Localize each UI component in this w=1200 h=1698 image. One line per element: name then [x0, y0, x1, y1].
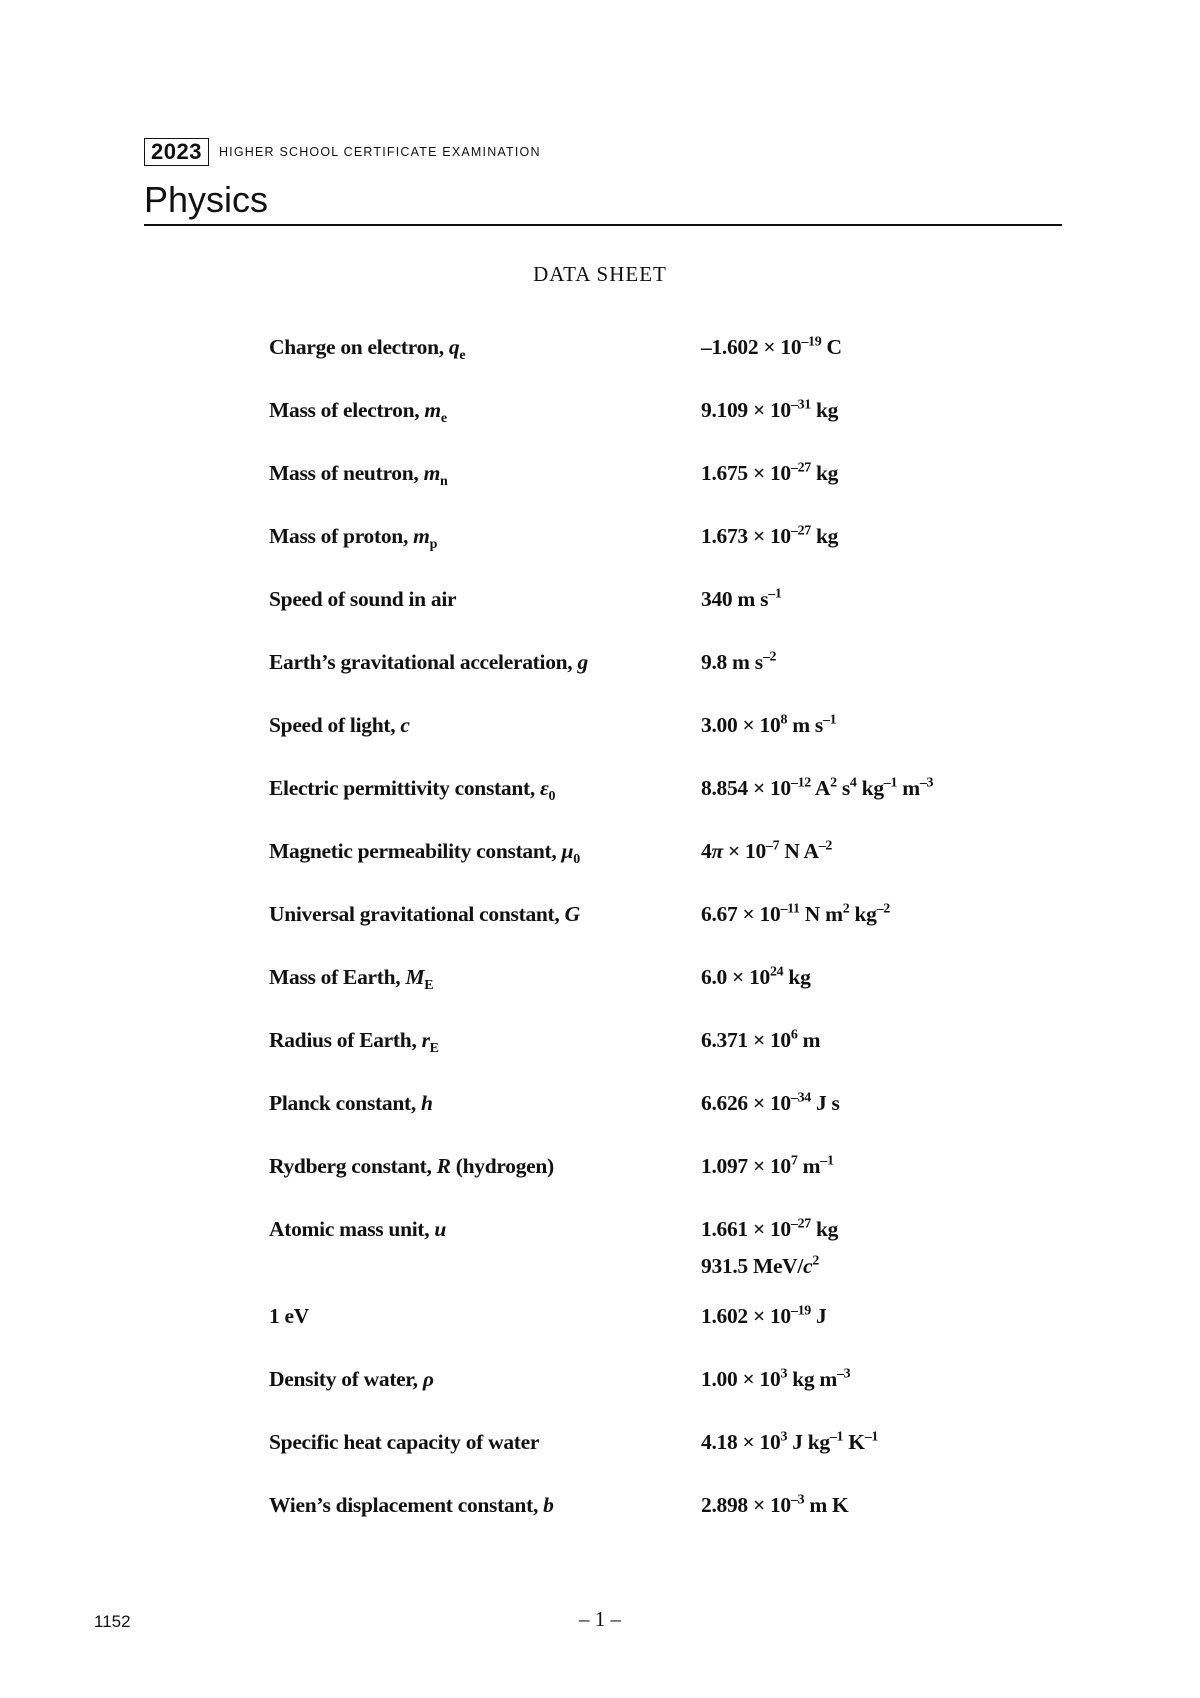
constant-value: $1.661 \times 10^{-27}$ kg 931.5 MeV/$c^2$	[701, 1216, 839, 1278]
constant-label: Wien’s displacement constant, b	[269, 1493, 554, 1517]
constant-symbol: r	[421, 1028, 430, 1052]
constant-row	[269, 900, 1069, 928]
constant-value: 340 m $s^{-1}$	[701, 586, 782, 611]
constant-symbol: m	[423, 461, 441, 485]
constant-row	[269, 648, 1069, 676]
constant-value: $1.602 \times 10^{-19}$ J	[701, 1303, 827, 1328]
constant-label: Mass of electron, $m_e$	[269, 398, 447, 426]
exam-header	[144, 138, 1062, 226]
paper-code: 1152	[94, 1612, 131, 1631]
constant-value: $9.109 \times 10^{-31}$ kg	[701, 397, 839, 422]
constant-value: 9.8 m $s^{-2}$	[701, 649, 777, 674]
constant-label: Earth’s gravitational acceleration, g	[269, 650, 588, 674]
constant-value: $8.854 \times 10^{-12}$ $A^2$ $s^4$ $kg^{-1}$ $m^{-3}$	[701, 775, 934, 800]
constant-symbol: μ	[561, 839, 574, 863]
constant-value: $1.00 \times 10^3$ kg $m^{-3}$	[701, 1366, 851, 1391]
constants-table	[269, 333, 1069, 1554]
constant-value: $6.626 \times 10^{-34}$ J s	[701, 1090, 840, 1115]
constant-row	[269, 1491, 1069, 1519]
constant-symbol: m	[413, 524, 430, 548]
constant-row	[269, 333, 1069, 361]
constant-label: Planck constant, h	[269, 1091, 433, 1115]
header-rule	[144, 224, 1062, 226]
constant-symbol: ρ	[422, 1367, 434, 1391]
constant-row	[269, 1026, 1069, 1054]
constant-label: Rydberg constant, R (hydrogen)	[269, 1154, 554, 1178]
constant-symbol: G	[564, 902, 580, 926]
exam-title: HIGHER SCHOOL CERTIFICATE EXAMINATION	[218, 145, 541, 159]
constant-value: $1.097 \times 10^7$ $m^{-1}$	[701, 1153, 834, 1178]
constant-symbol: R	[436, 1154, 451, 1178]
constant-label: Magnetic permeability constant, $\mu_0$	[269, 839, 580, 867]
constant-row	[269, 585, 1069, 613]
sheet-title: DATA SHEET	[533, 262, 667, 286]
constant-value: $4.18 \times 10^3$ J $kg^{-1}$ $K^{-1}$	[701, 1429, 879, 1454]
constant-symbol: g	[577, 650, 588, 674]
year-row	[144, 138, 1062, 166]
constant-value: $-1.602 \times 10^{-19}$ C	[701, 334, 842, 359]
constant-symbol: c	[400, 713, 410, 737]
constant-row	[269, 1152, 1069, 1180]
constant-row	[269, 837, 1069, 865]
constant-row	[269, 459, 1069, 487]
constant-label: Electric permittivity constant, $\varepsilon_0$	[269, 776, 556, 804]
exam-year: 2023	[144, 138, 209, 166]
constant-row	[269, 1302, 1069, 1330]
constant-row	[269, 522, 1069, 550]
constant-row	[269, 1215, 1069, 1280]
constant-label: Atomic mass unit, u	[269, 1217, 447, 1241]
constant-label: Universal gravitational constant, G	[269, 902, 580, 926]
constant-label: 1 eV	[269, 1304, 309, 1328]
constant-symbol: u	[434, 1217, 447, 1241]
constant-row	[269, 1428, 1069, 1456]
constant-row	[269, 711, 1069, 739]
constant-row	[269, 1365, 1069, 1393]
constant-label: Speed of sound in air	[269, 587, 457, 611]
constant-label: Radius of Earth, $r_E$	[269, 1028, 439, 1056]
constant-label: Mass of neutron, $m_n$	[269, 461, 448, 489]
subject-title: Physics	[144, 179, 269, 220]
constant-symbol: m	[424, 398, 441, 422]
constant-value: $1.675 \times 10^{-27}$ kg	[701, 460, 839, 485]
constant-value: $1.673 \times 10^{-27}$ kg	[701, 523, 839, 548]
constant-value: $2.898 \times 10^{-3}$ m K	[701, 1492, 849, 1517]
constant-row	[269, 963, 1069, 991]
constant-row	[269, 774, 1069, 802]
constant-label: Mass of Earth, $M_E$	[269, 965, 434, 993]
constant-label: Charge on electron, $q_e$	[269, 335, 466, 363]
constant-value: $4\pi \times 10^{-7}$ N $A^{-2}$	[701, 838, 833, 863]
constant-value: $6.67 \times 10^{-11}$ N $m^2$ $kg^{-2}$	[701, 901, 890, 926]
constant-symbol: h	[420, 1091, 433, 1115]
constant-symbol: q	[448, 335, 460, 359]
constant-label: Mass of proton, $m_p$	[269, 524, 438, 552]
constant-label: Specific heat capacity of water	[269, 1430, 540, 1454]
constant-value: $3.00 \times 10^8$ m $s^{-1}$	[701, 712, 837, 737]
constant-label: Density of water, ρ	[269, 1367, 434, 1391]
constant-symbol: b	[543, 1493, 554, 1517]
constant-symbol: ε	[540, 776, 549, 800]
constant-value: $6.371 \times 10^6$ m	[701, 1027, 821, 1052]
constant-value: $6.0 \times 10^{24}$ kg	[701, 964, 811, 989]
constant-symbol: M	[405, 965, 425, 989]
constant-row	[269, 1089, 1069, 1117]
page-number: – 1 –	[579, 1607, 621, 1631]
constant-label: Speed of light, c	[269, 713, 410, 737]
constant-row	[269, 396, 1069, 424]
